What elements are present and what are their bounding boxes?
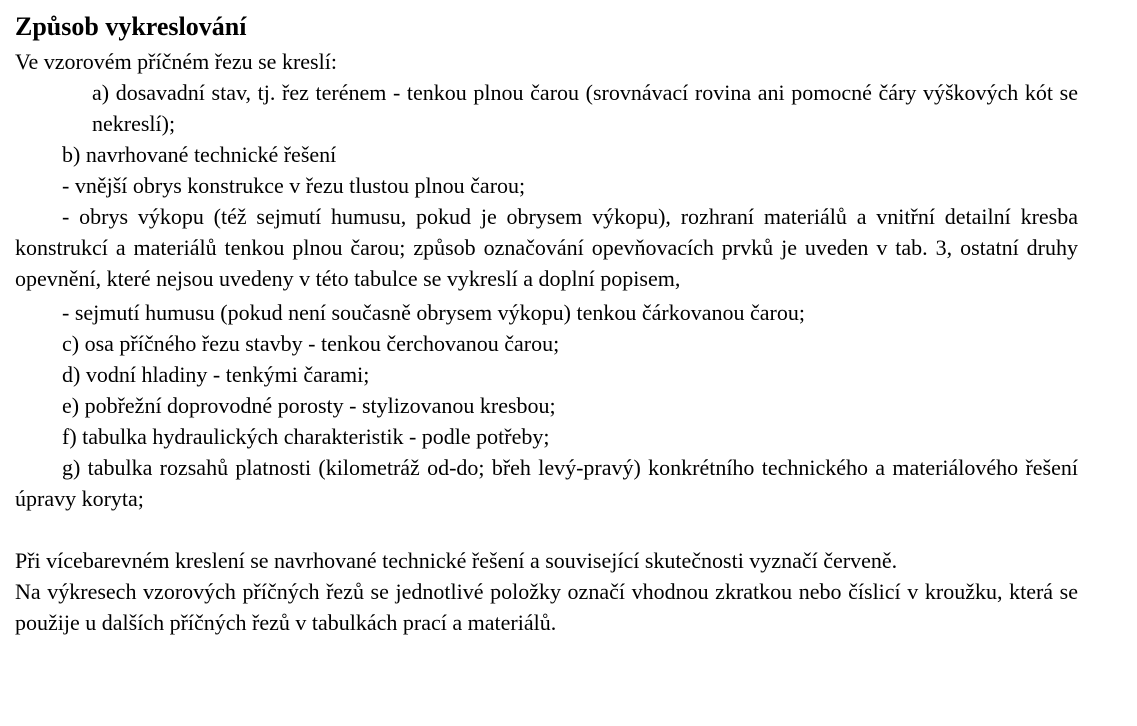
list-item-d: d) vodní hladiny - tenkými čarami;: [62, 362, 370, 387]
paragraph-colour-drawing: Při vícebarevném kreslení se navrhované technické řešení a související skutečnosti vyznačí červeně.: [15, 548, 898, 573]
list-item-b: b) navrhované technické řešení: [62, 142, 337, 167]
paragraph-item-marking: Na výkresech vzorových příčných řezů se jednotlivé položky označí vhodnou zkratkou nebo číslicí v kroužku, která se použije u dalších příčných řezů v tabulkách prací a materiálů.: [15, 579, 1078, 635]
list-item-b-outline: - vnější obrys konstrukce v řezu tlustou plnou čarou;: [62, 173, 526, 198]
section-heading: Způsob vykreslování: [15, 12, 247, 41]
list-item-c: c) osa příčného řezu stavby - tenkou čerchovanou čarou;: [62, 331, 560, 356]
list-item-b-excavation: - obrys výkopu (též sejmutí humusu, pokud je obrysem výkopu), rozhraní materiálů a vnitřní detailní kresba konstrukcí a materiálů tenkou plnou čarou; způsob označování opevňovacích prvků je uveden v tab. 3, ostatní druhy opevnění, které nejsou uvedeny v této tabulce se vykreslí a doplní popisem,: [15, 204, 1078, 291]
list-item-e: e) pobřežní doprovodné porosty - stylizovanou kresbou;: [62, 393, 556, 418]
list-item-b-topsoil: - sejmutí humusu (pokud není současně obrysem výkopu) tenkou čárkovanou čarou;: [62, 300, 805, 325]
list-item-g: g) tabulka rozsahů platnosti (kilometráž od-do; břeh levý-pravý) konkrétního technického a materiálového řešení úpravy koryta;: [15, 455, 1078, 511]
intro-paragraph: Ve vzorovém příčném řezu se kreslí:: [15, 49, 337, 74]
list-item-f: f) tabulka hydraulických charakteristik - podle potřeby;: [62, 424, 550, 449]
list-item-a: a) dosavadní stav, tj. řez terénem - tenkou plnou čarou (srovnávací rovina ani pomocné čáry výškových kót se nekreslí);: [92, 80, 1078, 136]
document-page: [15, 12, 1078, 638]
